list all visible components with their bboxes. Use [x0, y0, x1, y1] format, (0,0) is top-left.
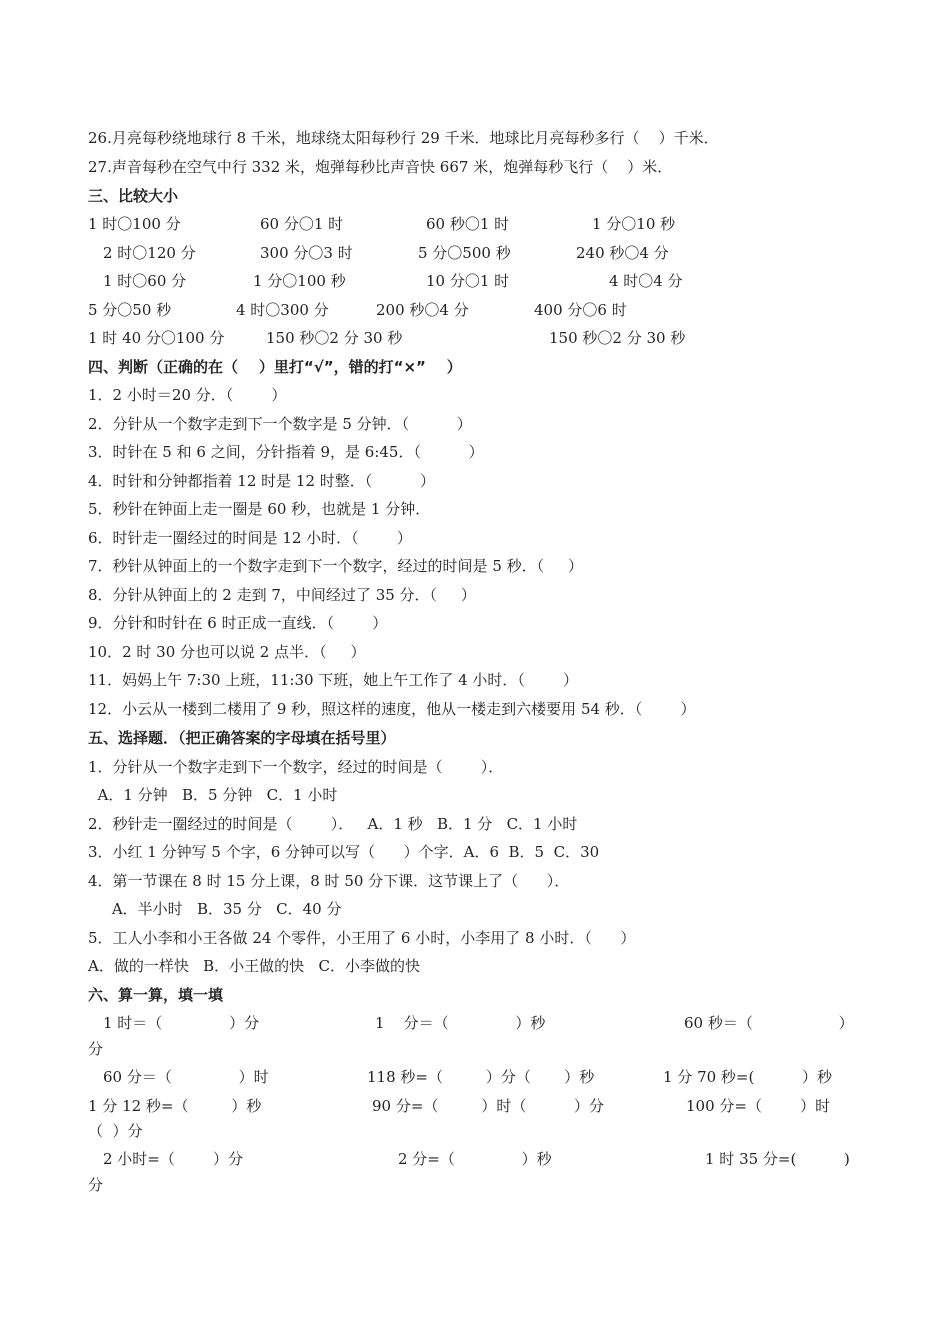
calc-item: 1 分 12 秒=（ ）秒 [88, 1097, 262, 1115]
calc-item: 分 [88, 1040, 104, 1058]
choice-line: A．做的一样快 B．小王做的快 C．小李做的快 [88, 957, 420, 975]
calc-item: 2 小时=（ ）分 [103, 1150, 244, 1168]
compare-item: 1 分〇100 秒 [253, 272, 346, 290]
compare-item: 300 分〇3 时 [260, 244, 353, 262]
calc-item: 1 分＝（ ）秒 [375, 1014, 546, 1032]
judge-item: 11．妈妈上午 7:30 上班，11:30 下班，她上午工作了 4 小时．（ ） [88, 671, 579, 689]
compare-item: 60 分〇1 时 [260, 215, 344, 233]
compare-item: 5 分〇50 秒 [88, 301, 172, 319]
choice-heading: 五、选择题．（把正确答案的字母填在括号里） [88, 729, 396, 747]
calc-item: 60 分＝（ ）时 [103, 1068, 269, 1086]
compare-heading: 三、比较大小 [88, 187, 179, 205]
calc-item: 1 时 35 分=( ) [705, 1150, 850, 1168]
judge-item: 10．2 时 30 分也可以说 2 点半．（ ） [88, 643, 366, 661]
compare-item: 1 时 40 分〇100 分 [88, 329, 225, 347]
choice-line: 5．工人小李和小王各做 24 个零件，小王用了 6 小时，小李用了 8 小时．（ ） [88, 929, 636, 947]
compare-item: 150 秒〇2 分 30 秒 [266, 329, 403, 347]
calc-item: 1 时＝（ ）分 [103, 1014, 260, 1032]
calc-heading: 六、算一算，填一填 [88, 986, 224, 1004]
calc-item: 100 分=（ ）时 [686, 1097, 831, 1115]
calc-item: 2 分=（ ）秒 [398, 1150, 552, 1168]
compare-item: 400 分〇6 时 [534, 301, 627, 319]
compare-item: 1 时〇100 分 [88, 215, 181, 233]
judge-item: 9．分针和时针在 6 时正成一直线．（ ） [88, 614, 388, 632]
judge-item: 6．时针走一圈经过的时间是 12 小时．（ ） [88, 529, 412, 547]
compare-item: 1 分〇10 秒 [592, 215, 676, 233]
compare-item: 1 时〇60 分 [103, 272, 187, 290]
compare-item: 150 秒〇2 分 30 秒 [549, 329, 686, 347]
judge-item: 7．秒针从钟面上的一个数字走到下一个数字，经过的时间是 5 秒．（ ） [88, 557, 583, 575]
judge-item: 1．2 小时＝20 分．（ ） [88, 386, 287, 404]
choice-line: 4．第一节课在 8 时 15 分上课，8 时 50 分下课．这节课上了（ ）． [88, 872, 570, 890]
judge-item: 8．分针从钟面上的 2 走到 7，中间经过了 35 分．（ ） [88, 586, 476, 604]
choice-line: A．1 分钟 B．5 分钟 C．1 小时 [88, 786, 338, 804]
compare-item: 4 时〇4 分 [609, 272, 683, 290]
compare-item: 240 秒〇4 分 [576, 244, 669, 262]
compare-item: 4 时〇300 分 [236, 301, 329, 319]
choice-line: A．半小时 B．35 分 C．40 分 [88, 900, 342, 918]
compare-item: 5 分〇500 秒 [418, 244, 511, 262]
compare-item: 10 分〇1 时 [426, 272, 510, 290]
calc-item: 1 分 70 秒=( ）秒 [663, 1068, 833, 1086]
judge-item: 2．分针从一个数字走到下一个数字是 5 分钟．（ ） [88, 415, 472, 433]
compare-item: 2 时〇120 分 [103, 244, 196, 262]
calc-item: 分 [88, 1176, 104, 1194]
calc-item: 60 秒＝（ ） [684, 1014, 854, 1032]
calc-item: 90 分=（ ）时（ ）分 [372, 1097, 605, 1115]
compare-item: 60 秒〇1 时 [426, 215, 510, 233]
judge-item: 4．时针和分钟都指着 12 时是 12 时整．（ ） [88, 472, 435, 490]
judge-item: 5．秒针在钟面上走一圈是 60 秒，也就是 1 分钟． [88, 500, 431, 518]
choice-line: 2．秒针走一圈经过的时间是（ ）． A．1 秒 B．1 分 C．1 小时 [88, 815, 578, 833]
calc-item: 118 秒=（ ）分（ ）秒 [367, 1068, 595, 1086]
judge-heading: 四、判断（正确的在（ ）里打“√”，错的打“×” ） [88, 358, 462, 376]
question-26: 26.月亮每秒绕地球行 8 千米，地球绕太阳每秒行 29 千米．地球比月亮每秒多行（ ）千米． [88, 129, 719, 147]
compare-item: 200 秒〇4 分 [376, 301, 469, 319]
question-27: 27.声音每秒在空气中行 332 米，炮弹每秒比声音快 667 米，炮弹每秒飞行（ ）米． [88, 158, 673, 176]
choice-line: 3．小红 1 分钟写 5 个字，6 分钟可以写（ ）个字．A．6 B．5 C．30 [88, 843, 600, 861]
judge-item: 3．时针在 5 和 6 之间，分针指着 9，是 6:45．（ ） [88, 443, 484, 461]
calc-item: （ ）分 [88, 1122, 143, 1140]
choice-line: 1．分针从一个数字走到下一个数字，经过的时间是（ ）． [88, 758, 504, 776]
judge-item: 12．小云从一楼到二楼用了 9 秒，照这样的速度，他从一楼走到六楼要用 54 秒．（ ） [88, 700, 696, 718]
